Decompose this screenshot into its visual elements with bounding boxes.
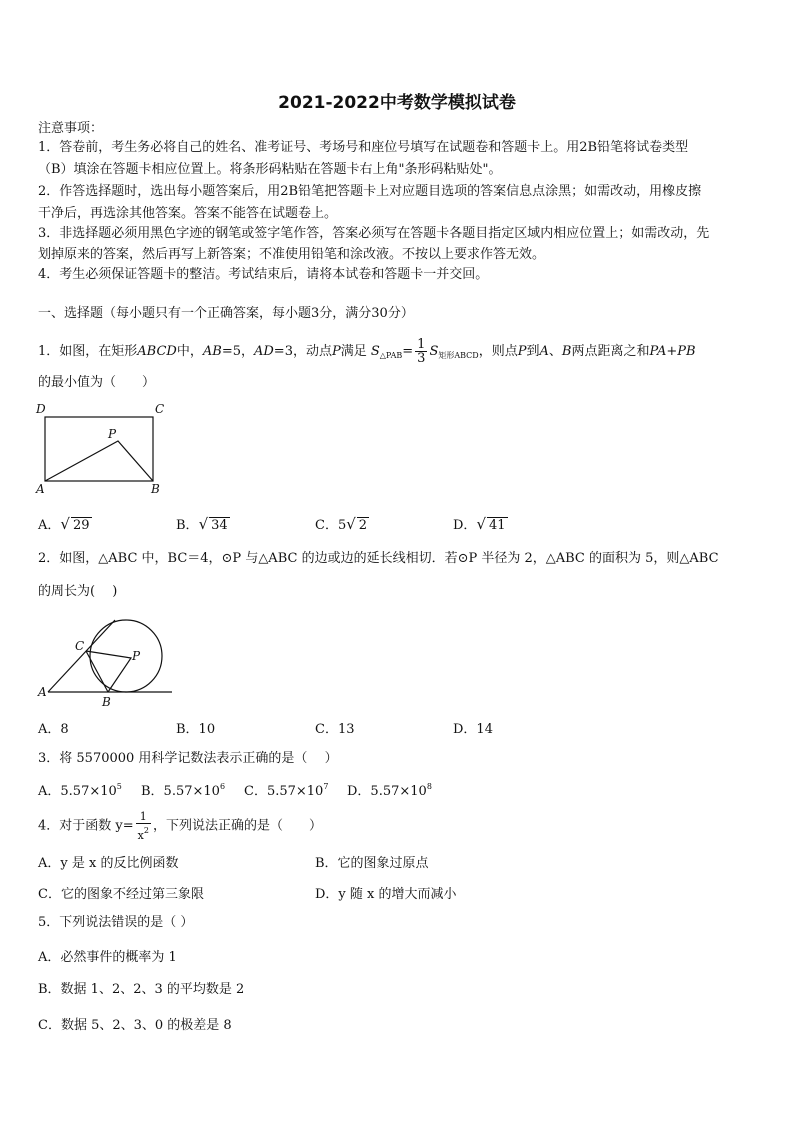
q2-segments-to-p	[86, 651, 131, 692]
option-exponent: 7	[323, 782, 329, 791]
q2-option-c[interactable]: C．13	[315, 722, 355, 737]
option-exponent: 6	[219, 782, 226, 791]
q1-point-p-2: P	[517, 344, 527, 359]
notice-heading: 注意事项：	[38, 121, 104, 136]
q1-ab: AB	[202, 344, 222, 359]
q1-option-b[interactable]	[176, 514, 230, 533]
q1-fraction-denominator: 3	[417, 351, 426, 366]
q1-option-c[interactable]	[315, 514, 369, 533]
sqrt-icon: √	[60, 515, 70, 533]
q5-option-c[interactable]: C．数据 5、2、3、0 的极差是 8	[38, 1018, 232, 1033]
q1-label-d: D	[36, 402, 46, 416]
q4-denominator-exponent: 2	[143, 826, 149, 835]
q2-label-c: C	[75, 639, 85, 653]
q2-triangle-circle-figure	[30, 612, 180, 712]
q1-label-b: B	[151, 482, 160, 496]
sqrt-icon: √	[346, 515, 356, 533]
q2-label-b: B	[102, 695, 111, 709]
question-3-stem: 3．将 5570000 用科学记数法表示正确的是（ ）	[38, 751, 338, 766]
option-value: 41	[489, 518, 506, 533]
q1-option-a[interactable]	[38, 514, 92, 533]
q1-area-symbol: S	[370, 344, 380, 359]
q4-text: ，下列说法正确的是（ ）	[152, 818, 322, 834]
q1-option-d[interactable]	[453, 514, 508, 533]
q3-option-d[interactable]	[347, 780, 432, 799]
notice-item-1-line-2: （B）填涂在答题卡相应位置上。将条形码粘贴在答题卡右上角"条形码粘贴处"。	[38, 162, 502, 177]
q2-label-a: A	[38, 685, 47, 699]
option-exponent: 5	[116, 782, 122, 791]
q1-triangle-pab	[45, 441, 153, 481]
q1-point-p: P	[331, 344, 341, 359]
q4-option-a[interactable]: A．y 是 x 的反比例函数	[38, 856, 179, 871]
question-1-stem-line-2: 的最小值为（ ）	[38, 375, 156, 390]
question-5-stem: 5．下列说法错误的是（ ）	[38, 915, 194, 930]
q1-label-a: A	[36, 482, 45, 496]
notice-item-2-line-1: 2．作答选择题时，选出每小题答案后，用2B铅笔把答题卡上对应题目选项的答案信息点涂黑；如需改动，用橡皮擦	[38, 184, 702, 199]
q3-option-b[interactable]	[141, 780, 225, 799]
q1-text: 中，	[176, 344, 203, 359]
notice-item-1-line-1: 1．答卷前，考生务必将自己的姓名、准考证号、考场号和座位号填写在试题卷和答题卡上。用2B铅笔将试卷类型	[38, 140, 689, 155]
section-heading: 一、选择题（每小题只有一个正确答案，每小题3分，满分30分）	[38, 306, 414, 321]
notice-item-2-line-2: 干净后，再选涂其他答案。答案不能答在试题卷上。	[38, 206, 338, 221]
option-value: 2	[358, 518, 368, 533]
sqrt-icon: √	[198, 515, 209, 533]
option-text: B．5.57×10	[141, 784, 220, 799]
question-1-stem	[38, 338, 696, 365]
option-label: B．	[176, 518, 199, 533]
option-value: 34	[211, 518, 228, 533]
q1-equals: =	[402, 344, 414, 359]
option-text: A．5.57×10	[38, 784, 117, 799]
option-text: D．5.57×10	[347, 784, 427, 799]
q4-option-b[interactable]: B．它的图象过原点	[315, 856, 429, 871]
page-title: 2021-2022中考数学模拟试卷	[278, 93, 516, 113]
q1-fraction-numerator: 1	[417, 337, 426, 352]
option-coefficient: 5	[337, 518, 347, 533]
q5-option-b[interactable]: B．数据 1、2、2、3 的平均数是 2	[38, 982, 245, 997]
q3-option-c[interactable]	[244, 780, 328, 799]
q4-option-d[interactable]: D．y 随 x 的增大而减小	[315, 887, 457, 902]
q1-rectangle	[45, 417, 153, 481]
q2-option-d[interactable]: D．14	[453, 722, 493, 737]
q1-text: 满足	[340, 344, 367, 359]
q1-label-p: P	[108, 427, 117, 441]
sqrt-icon: √	[476, 515, 486, 533]
q2-label-p: P	[132, 649, 141, 663]
option-label: A．	[38, 518, 61, 533]
q2-circle-p	[90, 620, 162, 692]
question-2-stem: 2．如图，△ABC 中，BC＝4，⊙P 与△ABC 的边或边的延长线相切．若⊙P 半径为 2，△ABC 的面积为 5，则△ABC	[38, 551, 719, 566]
q4-fraction-numerator: 1	[136, 810, 151, 824]
q1-text: ，则点	[478, 344, 518, 359]
q4-option-c[interactable]: C．它的图象不经过第三象限	[38, 887, 204, 902]
q1-area-subscript-2: 矩形ABCD	[438, 351, 479, 360]
q2-side-cb	[86, 651, 108, 692]
q3-option-a[interactable]	[38, 780, 122, 799]
q5-option-a[interactable]: A．必然事件的概率为 1	[38, 950, 177, 965]
q2-option-a[interactable]: A．8	[38, 722, 69, 737]
q1-text: 到	[526, 344, 540, 359]
option-exponent: 8	[426, 782, 432, 791]
q1-label-c: C	[155, 402, 165, 416]
option-label: C．	[315, 518, 338, 533]
q1-text: 1．如图，在矩形	[38, 344, 138, 359]
q1-text: 两点距离之和	[571, 344, 650, 359]
q1-point-b: B	[561, 344, 572, 359]
q1-text: =3，动点	[273, 344, 332, 359]
q2-side-ac-extended	[48, 620, 115, 692]
notice-item-3-line-2: 划掉原来的答案，然后再写上新答案；不准使用铅笔和涂改液。不按以上要求作答无效。	[38, 247, 546, 262]
q1-area-symbol-2: S	[429, 344, 439, 359]
q1-ad: AD	[253, 344, 274, 359]
option-text: C．5.57×10	[244, 784, 324, 799]
q1-point-a: A	[539, 344, 549, 359]
q2-option-b[interactable]: B．10	[176, 722, 216, 737]
q4-fraction-denominator	[136, 824, 151, 842]
q1-area-subscript: △PAB	[379, 351, 403, 360]
q1-sum-expr: PA+PB	[649, 344, 696, 359]
question-2-stem-line-2: 的周长为( )	[38, 584, 118, 599]
q1-fraction	[415, 338, 427, 365]
q1-rectangle-figure	[30, 398, 180, 498]
q1-rect-name: ABCD	[137, 344, 177, 359]
question-4-stem	[38, 810, 322, 842]
notice-item-4: 4．考生必须保证答题卡的整洁。考试结束后，请将本试卷和答题卡一并交回。	[38, 267, 489, 282]
q1-text: =5，	[221, 344, 254, 359]
notice-item-3-line-1: 3．非选择题必须用黑色字迹的钢笔或签字笔作答，答案必须写在答题卡各题目指定区域内相应位置上；如需改动，先	[38, 226, 710, 241]
q4-text: 4．对于函数 y=	[38, 818, 134, 834]
q4-fraction	[136, 810, 151, 842]
q1-text: 、	[548, 344, 562, 359]
option-label: D．	[453, 518, 477, 533]
q4-denominator-base: x	[137, 829, 144, 842]
option-value: 29	[72, 518, 90, 533]
